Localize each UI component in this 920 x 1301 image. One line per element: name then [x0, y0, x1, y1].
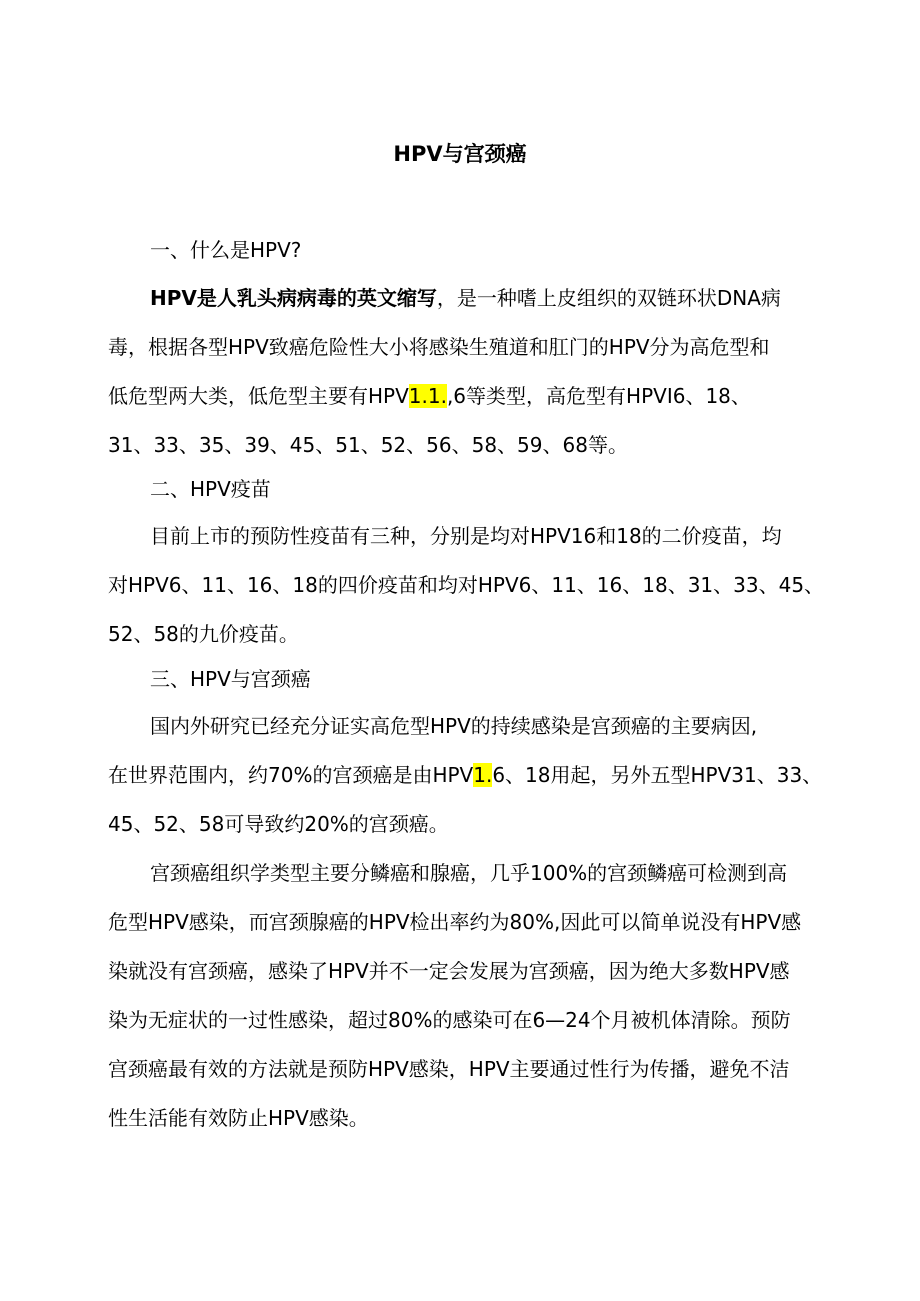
paragraph-line: 危型HPV感染，而宫颈腺癌的HPV检出率约为80%,因此可以简单说没有HPV感 — [108, 910, 802, 934]
bold-text: HPV是人乳头病病毒的英文缩写 — [150, 286, 437, 310]
paragraph-what-is-hpv — [108, 274, 820, 470]
paragraph-line: 宫颈癌最有效的方法就是预防HPV感染，HPV主要通过性行为传播，避免不洁 — [108, 1057, 790, 1081]
paragraph-line: 性生活能有效防止HPV感染。 — [108, 1106, 369, 1130]
paragraph-hpv-vaccine — [108, 512, 825, 659]
paragraph-line: 毒，根据各型HPV致癌危险性大小将感染生殖道和肛门的HPV分为高危型和 — [108, 335, 770, 359]
paragraph-line: 国内外研究已经充分证实高危型HPV的持续感染是宫颈癌的主要病因, — [150, 714, 758, 738]
section-heading-hpv-vaccine: 二、HPV疫苗 — [150, 477, 271, 501]
paragraph-hpv-cause — [108, 702, 823, 849]
text-run: 低危型两大类，低危型主要有HPV — [108, 384, 409, 408]
section-heading-what-is-hpv: 一、什么是HPV? — [150, 238, 302, 262]
paragraph-line: 31、33、35、39、45、51、52、56、58、59、68等。 — [108, 433, 628, 457]
text-run: ，是一种嗜上皮组织的双链环状DNA病 — [436, 286, 781, 310]
page-title: HPV与宫颈癌 — [393, 142, 527, 166]
paragraph-line: 45、52、58可导致约20%的宫颈癌。 — [108, 812, 449, 836]
paragraph-line — [108, 372, 820, 421]
paragraph-line: 宫颈癌组织学类型主要分鳞癌和腺癌，几乎100%的宫颈鳞癌可检测到高 — [150, 861, 788, 885]
paragraph-cervical-cancer-types — [108, 849, 820, 1143]
text-run: ,6等类型，高危型有HPVI6、18、 — [446, 384, 751, 408]
text-run: 6、18用起，另外五型HPV31、33、 — [492, 763, 823, 787]
paragraph-line: 染就没有宫颈癌，感染了HPV并不一定会发展为宫颈癌，因为绝大多数HPV感 — [108, 959, 790, 983]
paragraph-line — [108, 751, 823, 800]
highlighted-text: 1.1. — [408, 384, 447, 408]
paragraph-line: 目前上市的预防性疫苗有三种，分别是均对HPV16和18的二价疫苗，均 — [150, 524, 782, 548]
text-run: 在世界范围内，约70%的宫颈癌是由HPV — [108, 763, 474, 787]
section-heading-hpv-and-cervical-cancer: 三、HPV与宫颈癌 — [150, 667, 311, 691]
paragraph-line: 染为无症状的一过性感染，超过80%的感染可在6—24个月被机体清除。预防 — [108, 1008, 791, 1032]
paragraph-line: 52、58的九价疫苗。 — [108, 622, 299, 646]
highlighted-text: 1. — [473, 763, 493, 787]
paragraph-line: 对HPV6、11、16、18的四价疫苗和均对HPV6、11、16、18、31、33、45、 — [108, 573, 825, 597]
paragraph-line — [108, 274, 820, 323]
